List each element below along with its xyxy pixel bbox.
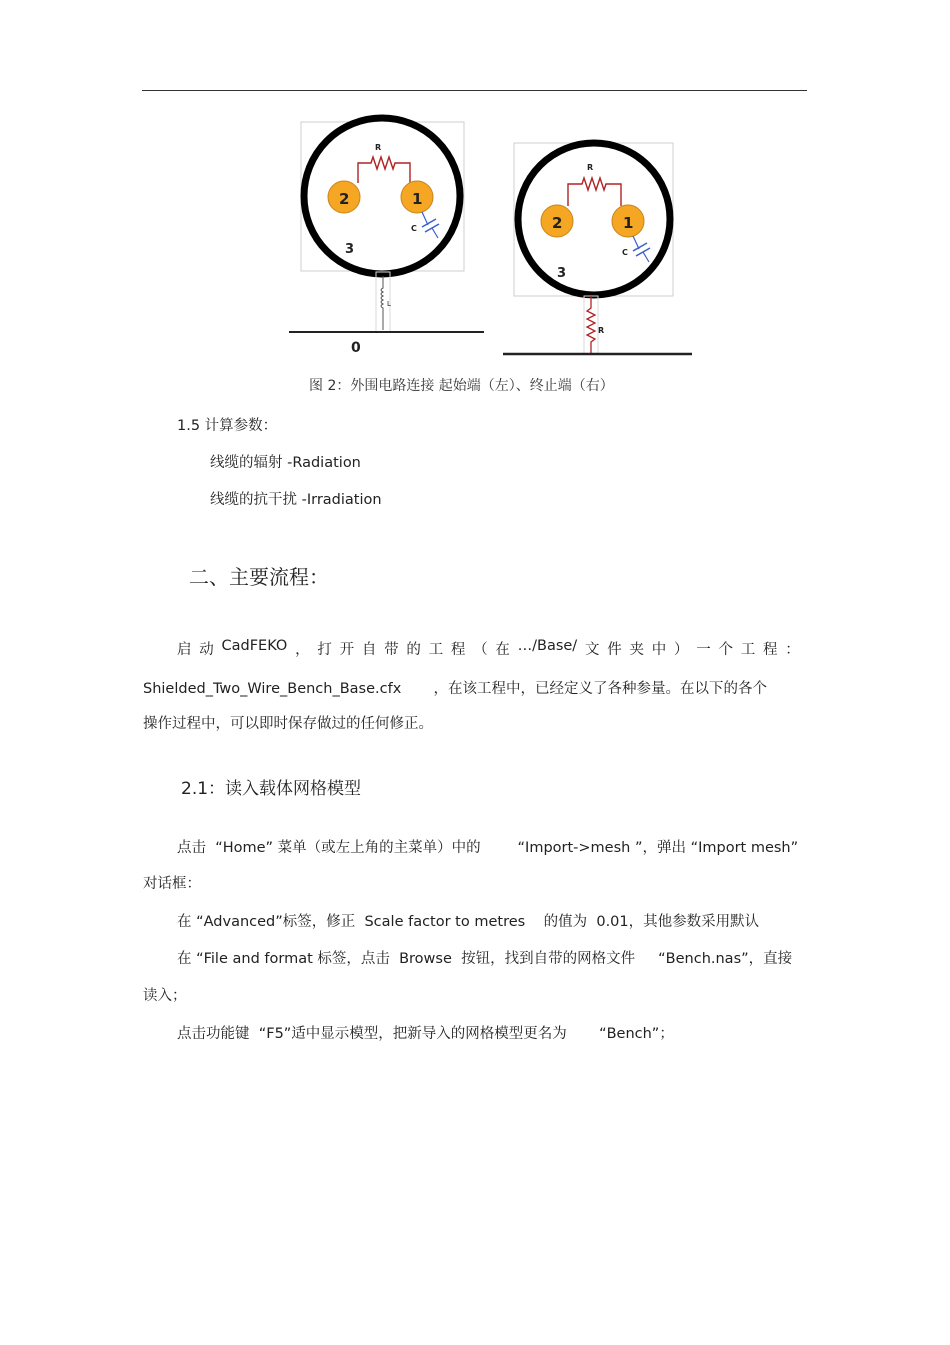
- step-line-1: 点击 “Home” 菜单（或左上角的主菜单）中的 “Import->mesh ”，弹出 “Import mesh”: [177, 840, 799, 856]
- circuit-figure: [0, 0, 950, 380]
- left-resistor-label: R: [375, 143, 382, 152]
- step-line-5: 读入；: [143, 988, 187, 1004]
- left-shield-ring: [304, 118, 460, 274]
- para1-line3: 操作过程中，可以即时保存做过的任何修正。: [143, 716, 433, 732]
- step-line-4: 在 “File and format 标签，点击 Browse 按钮，找到自带的网格文件 “Bench.nas”，直接: [177, 951, 793, 967]
- right-node-2-label: 2: [552, 214, 563, 232]
- right-node-3-label: 3: [557, 266, 567, 281]
- left-node-1-label: 1: [412, 190, 423, 208]
- left-cap-label: C: [411, 224, 417, 233]
- para1-line2: Shielded_Two_Wire_Bench_Base.cfx ，在该工程中，已经定义了各种参量。在以下的各个: [143, 681, 768, 697]
- right-load-label: R: [598, 326, 605, 335]
- right-load-resistor: [587, 296, 595, 354]
- left-node-3-label: 3: [345, 242, 355, 257]
- right-circuit-diagram: [503, 143, 692, 354]
- left-node-2-label: 2: [339, 190, 350, 208]
- left-inductor: [381, 276, 383, 330]
- figure-caption: 图 2：外围电路连接 起始端（左）、终止端（右）: [309, 378, 614, 394]
- right-cap-label: C: [622, 248, 628, 257]
- left-ground-label: 0: [351, 340, 361, 356]
- section-1-5-title: 1.5 计算参数：: [177, 418, 278, 434]
- param-item-irradiation: 线缆的抗干扰 -Irradiation: [210, 492, 382, 508]
- left-circuit-diagram: [289, 118, 484, 356]
- step-line-3: 在 “Advanced”标签，修正 Scale factor to metres 的值为 0.01，其他参数采用默认: [177, 914, 760, 930]
- step-line-6: 点击功能键 “F5”适中显示模型，把新导入的网格模型更名为 “Bench”；: [177, 1026, 674, 1042]
- right-resistor-label: R: [587, 163, 594, 172]
- param-item-radiation: 线缆的辐射 -Radiation: [210, 455, 361, 471]
- left-ind-label: L: [387, 300, 391, 308]
- step-line-2: 对话框：: [143, 876, 201, 892]
- section-2-1-heading: 2.1：读入载体网格模型: [181, 779, 362, 799]
- para1-line1: 启 动 CadFEKO ， 打 开 自 带 的 工 程 （ 在 …/Base/ 文 件 夹 中 ） 一 个 工 程 ：: [177, 638, 800, 658]
- right-node-1-label: 1: [623, 214, 634, 232]
- section-2-heading: 二、主要流程：: [189, 565, 329, 589]
